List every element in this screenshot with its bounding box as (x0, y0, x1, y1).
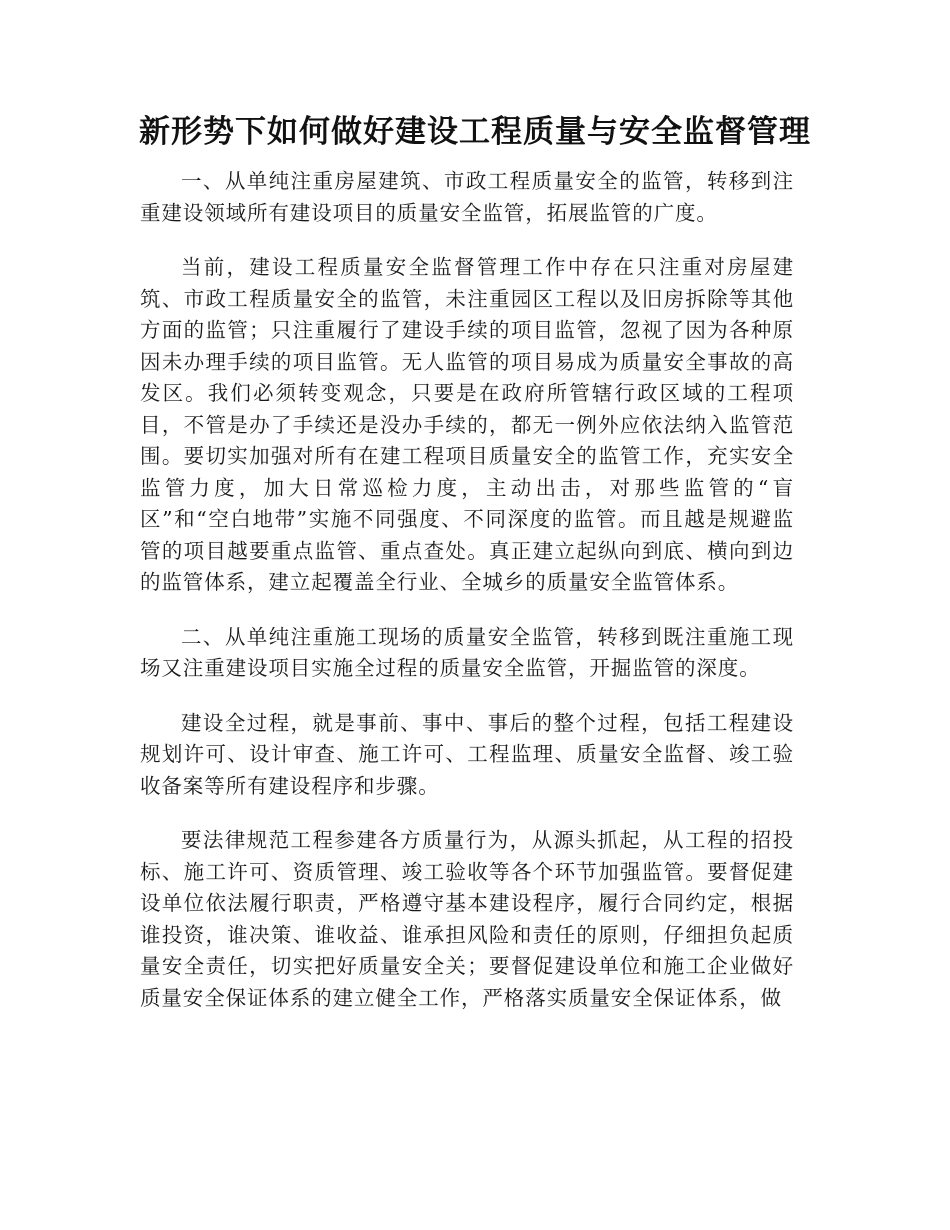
document-body (140, 166, 794, 1014)
paragraph-1: 一、从单纯注重房屋建筑、市政工程质量安全的监管，转移到注重建设领域所有建设项目的质量安全监管，拓展监管的广度。 (140, 169, 794, 225)
paragraph-5: 要法律规范工程参建各方质量行为，从源头抓起，从工程的招投标、施工许可、资质管理、竣工验收等各个环节加强监管。要督促建设单位依法履行职责，严格遵守基本建设程序，履行合同约定，根据谁投资，谁决策、谁收益、谁承担风险和责任的原则，仔细担负起质量安全责任，切实把好质量安全关；要督促建设单位和施工企业做好质量安全保证体系的建立健全工作，严格落实质量安全保证体系，做 (140, 828, 794, 1010)
document-title: 新形势下如何做好建设工程质量与安全监督管理 (139, 114, 811, 150)
paragraph-2: 当前，建设工程质量安全监督管理工作中存在只注重对房屋建筑、市政工程质量安全的监管，未注重园区工程以及旧房拆除等其他方面的监管；只注重履行了建设手续的项目监管，忽视了因为各种原因未办理手续的项目监管。无人监管的项目易成为质量安全事故的高发区。我们必须转变观念，只要是在政府所管辖行政区域的工程项目，不管是办了手续还是没办手续的，都无一例外应依法纳入监管范围。要切实加强对所有在建工程项目质量安全的监管工作，充实安全监管力度，加大日常巡检力度，主动出击，对那些监管的“盲区”和“空白地带”实施不同强度、不同深度的监管。而且越是规避监管的项目越要重点监管、重点查处。真正建立起纵向到底、横向到边的监管体系，建立起覆盖全行业、全城乡的质量安全监管体系。 (140, 255, 794, 594)
paragraph-4: 建设全过程，就是事前、事中、事后的整个过程，包括工程建设规划许可、设计审查、施工许可、工程监理、质量安全监督、竣工验收备案等所有建设程序和步骤。 (140, 710, 794, 798)
paragraph-3: 二、从单纯注重施工现场的质量安全监管，转移到既注重施工现场又注重建设项目实施全过程的质量安全监管，开掘监管的深度。 (140, 624, 794, 680)
